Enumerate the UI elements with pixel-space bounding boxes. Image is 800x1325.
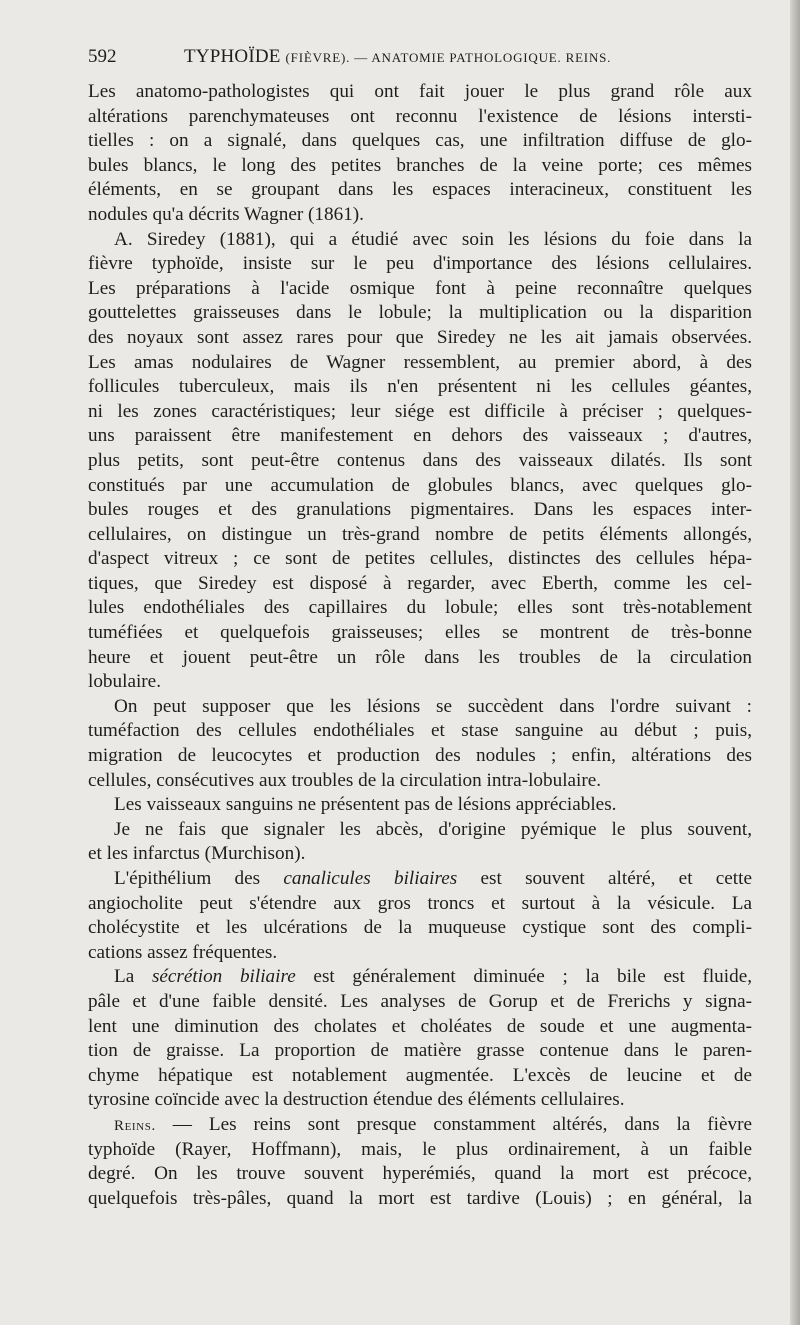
text-line: tiques, que Siredey est disposé à regarder, avec Eberth, comme les cel- <box>88 572 752 594</box>
text-line: Les préparations à l'acide osmique font à peine reconnaître quelques <box>88 277 752 299</box>
text-line <box>88 867 752 892</box>
text-line: bules rouges et des granulations pigmentaires. Dans les espaces inter- <box>88 499 752 521</box>
text-line: Je ne fais que signaler les abcès, d'origine pyémique le plus souvent, <box>114 818 752 840</box>
text-line: et les infarctus (Murchison). <box>88 843 306 865</box>
header-title: TYPHOÏDE <box>184 46 281 67</box>
text-line: cholécystite et les ulcérations de la muqueuse cystique sont des compli- <box>88 917 752 939</box>
text-line: migration de leucocytes et production des nodules ; enfin, altérations des <box>88 745 752 767</box>
text-line: fièvre typhoïde, insiste sur le peu d'importance des lésions cellulaires. <box>88 253 752 275</box>
text-line: tyrosine coïncide avec la destruction étendue des éléments cellulaires. <box>88 1089 625 1111</box>
text-line: angiocholite peut s'étendre aux gros troncs et surtout à la vésicule. La <box>88 892 752 914</box>
section-heading-reins: Reins. <box>114 1117 156 1134</box>
text-line: A. Siredey (1881), qui a étudié avec soin les lésions du foie dans la <box>114 228 752 250</box>
text-line: gouttelettes graisseuses dans le lobule; la multiplication ou la disparition <box>88 302 752 324</box>
text-line: Les amas nodulaires de Wagner ressemblent, au premier abord, à des <box>88 351 752 373</box>
text-line: degré. On les trouve souvent hyperémiés, quand la mort est précoce, <box>88 1163 752 1185</box>
text-line: lobulaire. <box>88 671 161 693</box>
page-edge-shadow <box>790 0 800 1325</box>
body-text <box>88 80 752 1211</box>
text-line: lent une diminution des cholates et choléates de soude et une augmenta- <box>88 1015 752 1037</box>
text-line: pâle et d'une faible densité. Les analyses de Gorup et de Frerichs y signa- <box>88 990 752 1012</box>
text-line: d'aspect vitreux ; ce sont de petites cellules, distinctes des cellules hépa- <box>88 548 752 570</box>
text-line: bules blancs, le long des petites branches de la veine porte; ces mêmes <box>88 154 752 176</box>
text-line: tielles : on a signalé, dans quelques cas, une infiltration diffuse de glo- <box>88 130 752 152</box>
text-fragment: L'épithélium des <box>114 868 261 889</box>
text-line: constitués par une accumulation de globules blancs, avec quelques glo- <box>88 474 752 496</box>
text-line: tuméfiées et quelquefois graisseuses; elles se montrent de très-bonne <box>88 622 752 644</box>
text-line <box>88 1113 752 1138</box>
text-line: ni les zones caractéristiques; leur siége est difficile à préciser ; quelques- <box>88 400 752 422</box>
text-line: cellules, consécutives aux troubles de la circulation intra-lobulaire. <box>88 769 602 791</box>
text-line: tuméfaction des cellules endothéliales et stase sanguine au début ; puis, <box>88 720 752 742</box>
text-line: chyme hépatique est notablement augmentée. L'excès de leucine et de <box>88 1064 752 1086</box>
text-line: des noyaux sont assez rares pour que Siredey ne les ait jamais observées. <box>88 326 752 348</box>
text-line: cations assez fréquentes. <box>88 941 278 963</box>
text-line: typhoïde (Rayer, Hoffmann), mais, le plus ordinairement, à un faible <box>88 1138 752 1160</box>
text-line: Les anatomo-pathologistes qui ont fait jouer le plus grand rôle aux <box>88 81 752 102</box>
text-line: Les vaisseaux sanguins ne présentent pas de lésions appréciables. <box>114 794 617 816</box>
running-title <box>184 44 611 71</box>
text-line: nodules qu'a décrits Wagner (1861). <box>88 203 364 225</box>
text-line: tion de graisse. La proportion de matière grasse contenue dans le paren- <box>88 1040 752 1062</box>
running-header <box>88 44 758 70</box>
text-line: éléments, en se groupant dans les espaces interacineux, constituent les <box>88 179 752 201</box>
page-number: 592 <box>88 46 117 67</box>
italic-term: sécrétion biliaire <box>151 966 296 988</box>
text-line: cellulaires, on distingue un très-grand nombre de petits éléments allongés, <box>88 523 752 545</box>
text-line: follicules tuberculeux, mais ils n'en présentent ni les cellules géantes, <box>88 376 752 398</box>
text-line: altérations parenchymateuses ont reconnu l'existence de lésions intersti- <box>88 105 752 127</box>
text-fragment: est souvent altéré, et cette <box>480 868 752 889</box>
text-fragment: est généralement diminuée ; la bile est fluide, <box>313 966 753 988</box>
header-section: (FIÈVRE). — ANATOMIE PATHOLOGIQUE. REINS. <box>285 50 612 65</box>
text-line: uns paraissent être manifestement en dehors des vaisseaux ; d'autres, <box>88 425 752 447</box>
text-line: plus petits, sont peut-être contenus dans des vaisseaux dilatés. Ils sont <box>88 449 752 471</box>
text-fragment: — Les reins sont presque constamment altérés, dans la fièvre <box>172 1113 753 1135</box>
text-fragment: La <box>114 966 135 988</box>
text-line: heure et jouent peut-être un rôle dans les troubles de la circulation <box>88 646 752 668</box>
italic-term: canalicules biliaires <box>283 868 458 889</box>
text-line <box>88 965 752 990</box>
text-line: lules endothéliales des capillaires du lobule; elles sont très-notablement <box>88 597 752 619</box>
text-line: quelquefois très-pâles, quand la mort est tardive (Louis) ; en général, la <box>88 1187 752 1209</box>
text-line: On peut supposer que les lésions se succèdent dans l'ordre suivant : <box>114 695 752 717</box>
